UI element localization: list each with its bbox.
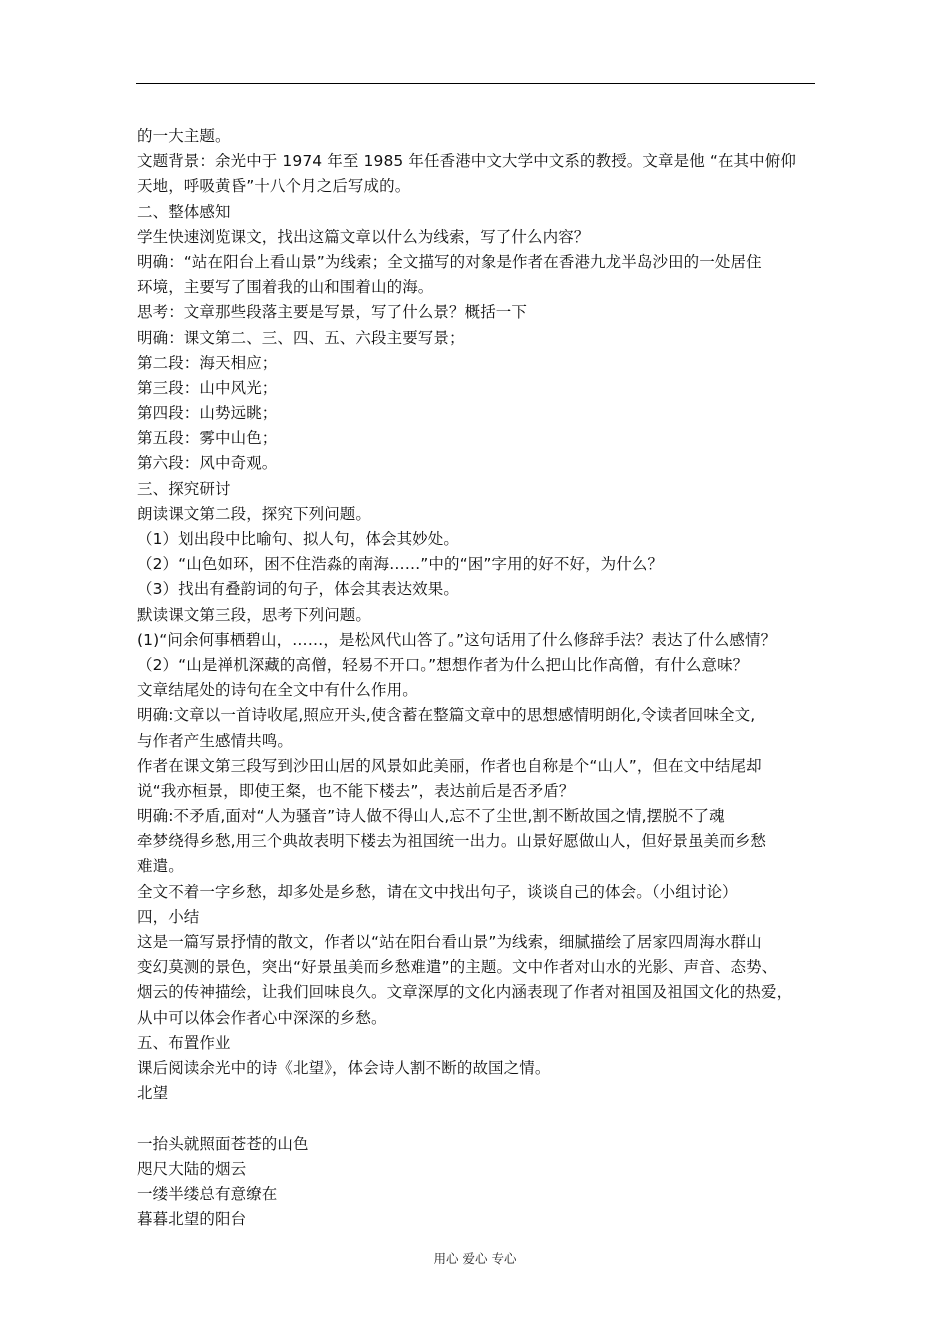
section-heading: 五、布置作业 [137,1033,231,1052]
text-line: (1)“问余何事栖碧山，……，是松风代山答了。”这句话用了什么修辞手法？表达了什么感情？ [137,630,777,649]
text-line: 学生快速浏览课文，找出这篇文章以什么为线索，写了什么内容？ [137,227,590,246]
text-line: 这是一篇写景抒情的散文，作者以“站在阳台看山景”为线索，细腻描绘了居家四周海水群山 [137,933,762,951]
text-line: 思考：文章那些段落主要是写景，写了什么景？概括一下 [137,303,528,322]
text-line: 第六段：风中奇观。 [137,454,278,473]
text-line: 天地，呼吸黄昏”十八个月之后写成的。 [137,177,411,196]
text-line: 朗读课文第二段，探究下列问题。 [137,504,372,523]
text-line: （1）划出段中比喻句、拟人句，体会其妙处。 [137,530,459,548]
text-line: 从中可以体会作者心中深深的乡愁。 [137,1008,387,1027]
text-line: 第三段：山中风光； [137,378,278,397]
text-line: 第二段：海天相应； [137,353,278,372]
text-line: 明确：课文第二、三、四、五、六段主要写景； [137,328,465,347]
text-line: 的一大主题。 [137,127,231,145]
text-line: 课后阅读余光中的诗《北望》，体会诗人割不断的故国之情。 [137,1058,551,1077]
text-line: 文章结尾处的诗句在全文中有什么作用。 [137,681,418,700]
text-line: 牵梦绕得乡愁,用三个典故表明下楼去为祖国统一出力。山景好愿做山人，但好景虽美而乡愁 [137,832,767,851]
section-heading: 二、整体感知 [137,202,231,221]
text-line: 明确:不矛盾,面对“人为骚音”诗人做不得山人,忘不了尘世,割不断故国之情,摆脱不了魂 [137,807,725,826]
text-line: 与作者产生感情共鸣。 [137,731,294,750]
section-heading: 三、探究研讨 [137,479,231,498]
text-line: 默读课文第三段，思考下列问题。 [137,605,372,624]
text-line: 第四段：山势远眺； [137,404,278,423]
section-heading: 四，小结 [137,907,200,926]
poem-line: 一抬头就照面苍苍的山色 [137,1134,309,1153]
text-line: 作者在课文第三段写到沙田山居的风景如此美丽，作者也自称是个“山人”，但在文中结尾却 [137,756,762,775]
text-line: （2）“山色如环，困不住浩淼的南海……”中的“困”字用的好不好，为什么？ [137,555,664,574]
poem-line: 暮暮北望的阳台 [137,1210,247,1229]
text-line: 说“我亦桓景，即使王粲，也不能下楼去”，表达前后是否矛盾？ [137,781,575,800]
text-line: 环境，主要写了围着我的山和围着山的海。 [137,278,434,297]
poem-line: 咫尺大陆的烟云 [137,1159,247,1178]
text-line: 明确：“站在阳台上看山景”为线索；全文描写的对象是作者在香港九龙半岛沙田的一处居住 [137,252,762,271]
blank-line [137,1106,827,1131]
text-line: 变幻莫测的景色，突出“好景虽美而乡愁难遣”的主题。文中作者对山水的光影、声音、态势、 [137,958,778,977]
text-line: （3）找出有叠韵词的句子，体会其表达效果。 [137,580,459,599]
header-rule [136,83,815,84]
document-body [137,124,827,1232]
page-footer: 用心 爱心 专心 [433,1251,517,1266]
text-line: 全文不着一字乡愁，却多处是乡愁，请在文中找出句子，谈谈自己的体会。（小组讨论） [137,882,738,901]
poem-title: 北望 [137,1084,169,1103]
text-line: 文题背景：余光中于 1974 年至 1985 年任香港中文大学中文系的教授。文章是他 “在其中俯仰 [137,152,796,171]
text-line: 烟云的传神描绘，让我们回味良久。文章深厚的文化内涵表现了作者对祖国及祖国文化的热爱， [137,983,793,1002]
text-line: 明确:文章以一首诗收尾,照应开头,使含蓄在整篇文章中的思想感情明朗化,令读者回味全文, [137,706,756,725]
poem-line: 一缕半缕总有意缭在 [137,1184,278,1203]
text-line: 第五段：雾中山色； [137,429,278,448]
text-line: 难遣。 [137,857,184,876]
text-line: （2）“山是禅机深藏的高僧，轻易不开口。”想想作者为什么把山比作高僧，有什么意味？ [137,655,749,674]
